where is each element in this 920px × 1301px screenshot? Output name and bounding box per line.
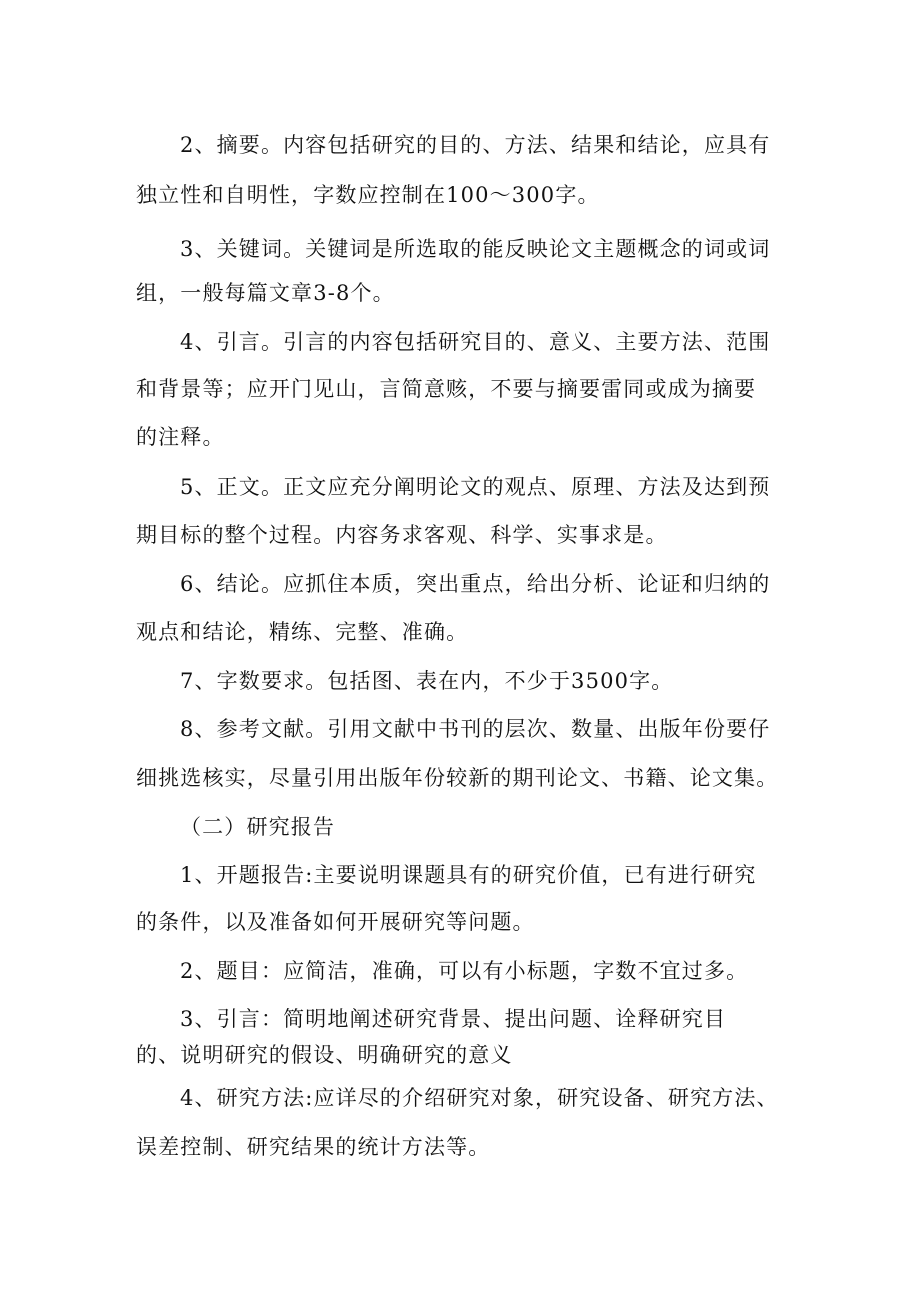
paragraph-introduction-line-3: 的注释。 — [136, 425, 225, 449]
paragraph-keywords-line-1: 3、关键词。关键词是所选取的能反映论文主题概念的词或词 — [180, 237, 771, 261]
paragraph-body-line-2: 期目标的整个过程。内容务求客观、科学、实事求是。 — [136, 523, 668, 547]
report-opening-line-2: 的条件，以及准备如何开展研究等问题。 — [136, 910, 535, 934]
report-title-line: 2、题目：应简洁，准确，可以有小标题，字数不宜过多。 — [180, 959, 749, 983]
paragraph-conclusion-line-1: 6、结论。应抓住本质，突出重点，给出分析、论证和归纳的 — [180, 572, 771, 596]
paragraph-keywords-line-2: 组，一般每篇文章3-8个。 — [136, 281, 395, 305]
paragraph-body-line-1: 5、正文。正文应充分阐明论文的观点、原理、方法及达到预 — [180, 475, 771, 499]
paragraph-introduction-line-2: 和背景等；应开门见山，言简意赅，不要与摘要雷同或成为摘要 — [136, 377, 757, 401]
paragraph-word-count: 7、字数要求。包括图、表在内，不少于3500字。 — [180, 669, 674, 693]
paragraph-conclusion-line-2: 观点和结论，精练、完整、准确。 — [136, 620, 469, 644]
paragraph-references-line-1: 8、参考文献。引用文献中书刊的层次、数量、出版年份要仔 — [180, 717, 771, 741]
report-methods-line-1: 4、研究方法:应详尽的介绍研究对象，研究设备、研究方法、 — [180, 1086, 779, 1110]
paragraph-abstract-line-2: 独立性和自明性，字数应控制在100～300字。 — [136, 183, 600, 207]
paragraph-introduction-line-1: 4、引言。引言的内容包括研究目的、意义、主要方法、范围 — [180, 330, 771, 354]
paragraph-abstract-line-1: 2、摘要。内容包括研究的目的、方法、结果和结论，应具有 — [180, 133, 771, 157]
paragraph-references-line-2: 细挑选核实，尽量引用出版年份较新的期刊论文、书籍、论文集。 — [136, 766, 779, 790]
section-subheading: （二）研究报告 — [180, 815, 336, 839]
report-introduction-line-2: 的、说明研究的假设、明确研究的意义 — [136, 1043, 513, 1067]
report-methods-line-2: 误差控制、研究结果的统计方法等。 — [136, 1135, 491, 1159]
report-introduction-line-1: 3、引言：简明地阐述研究背景、提出问题、诠释研究目 — [180, 1007, 727, 1031]
report-opening-line-1: 1、开题报告:主要说明课题具有的研究价值，已有进行研究 — [180, 863, 757, 887]
